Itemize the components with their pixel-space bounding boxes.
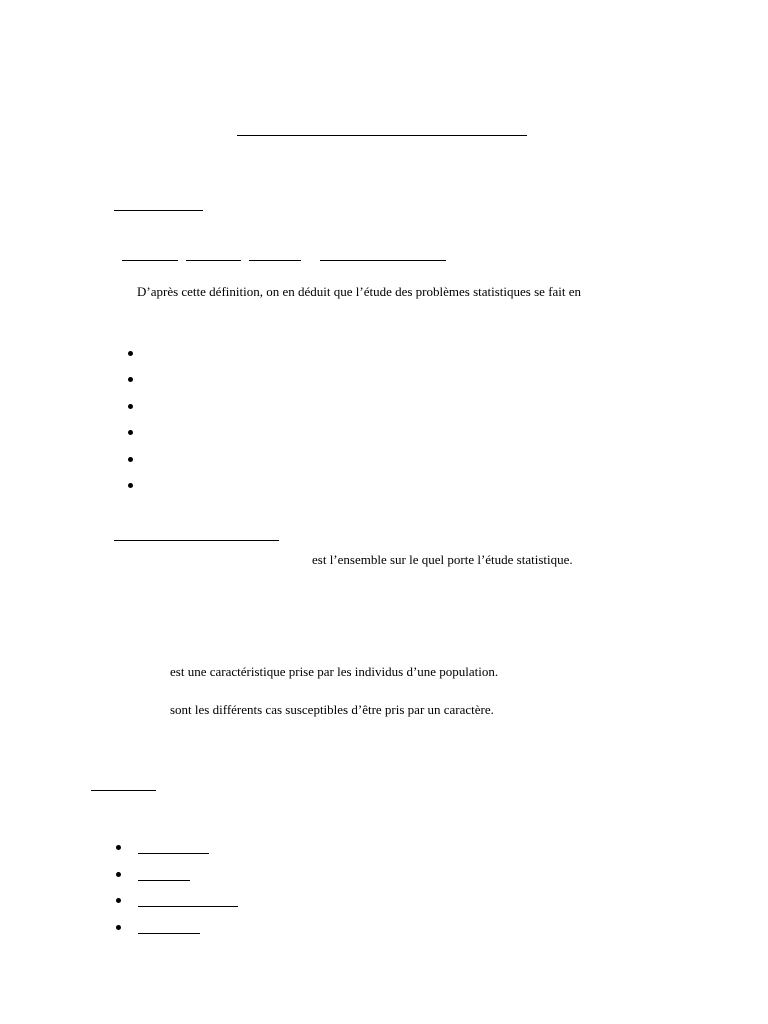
title-underline: [237, 135, 527, 136]
list-item-bullet: [128, 377, 133, 382]
list-item-bullet: [128, 483, 133, 488]
section-heading-underline: [114, 540, 279, 541]
caractere-definition-text: est une caractéristique prise par les individus d’une population.: [170, 664, 499, 679]
definition-consequence-text: D’après cette définition, on en déduit que l’étude des problèmes statistiques se fait en: [137, 284, 582, 299]
section-heading-underline: [91, 790, 156, 791]
list-item-bullet: [116, 845, 121, 850]
list-item-bullet: [116, 872, 121, 877]
definition-word-underline: [320, 260, 446, 261]
section-heading-underline: [114, 210, 203, 211]
modalites-definition-text: sont les différents cas susceptibles d’être pris par un caractère.: [170, 702, 494, 717]
list-item-underline: [138, 880, 190, 881]
definition-word-underline: [249, 260, 301, 261]
list-item-underline: [138, 853, 209, 854]
list-item-bullet: [128, 351, 133, 356]
list-item-bullet: [128, 404, 133, 409]
definition-word-underline: [186, 260, 241, 261]
list-item-underline: [138, 933, 200, 934]
list-item-bullet: [128, 430, 133, 435]
list-item-bullet: [128, 457, 133, 462]
population-definition-text: est l’ensemble sur le quel porte l’étude statistique.: [312, 552, 573, 567]
list-item-bullet: [116, 898, 121, 903]
list-item-underline: [138, 906, 238, 907]
definition-word-underline: [122, 260, 178, 261]
list-item-bullet: [116, 925, 121, 930]
